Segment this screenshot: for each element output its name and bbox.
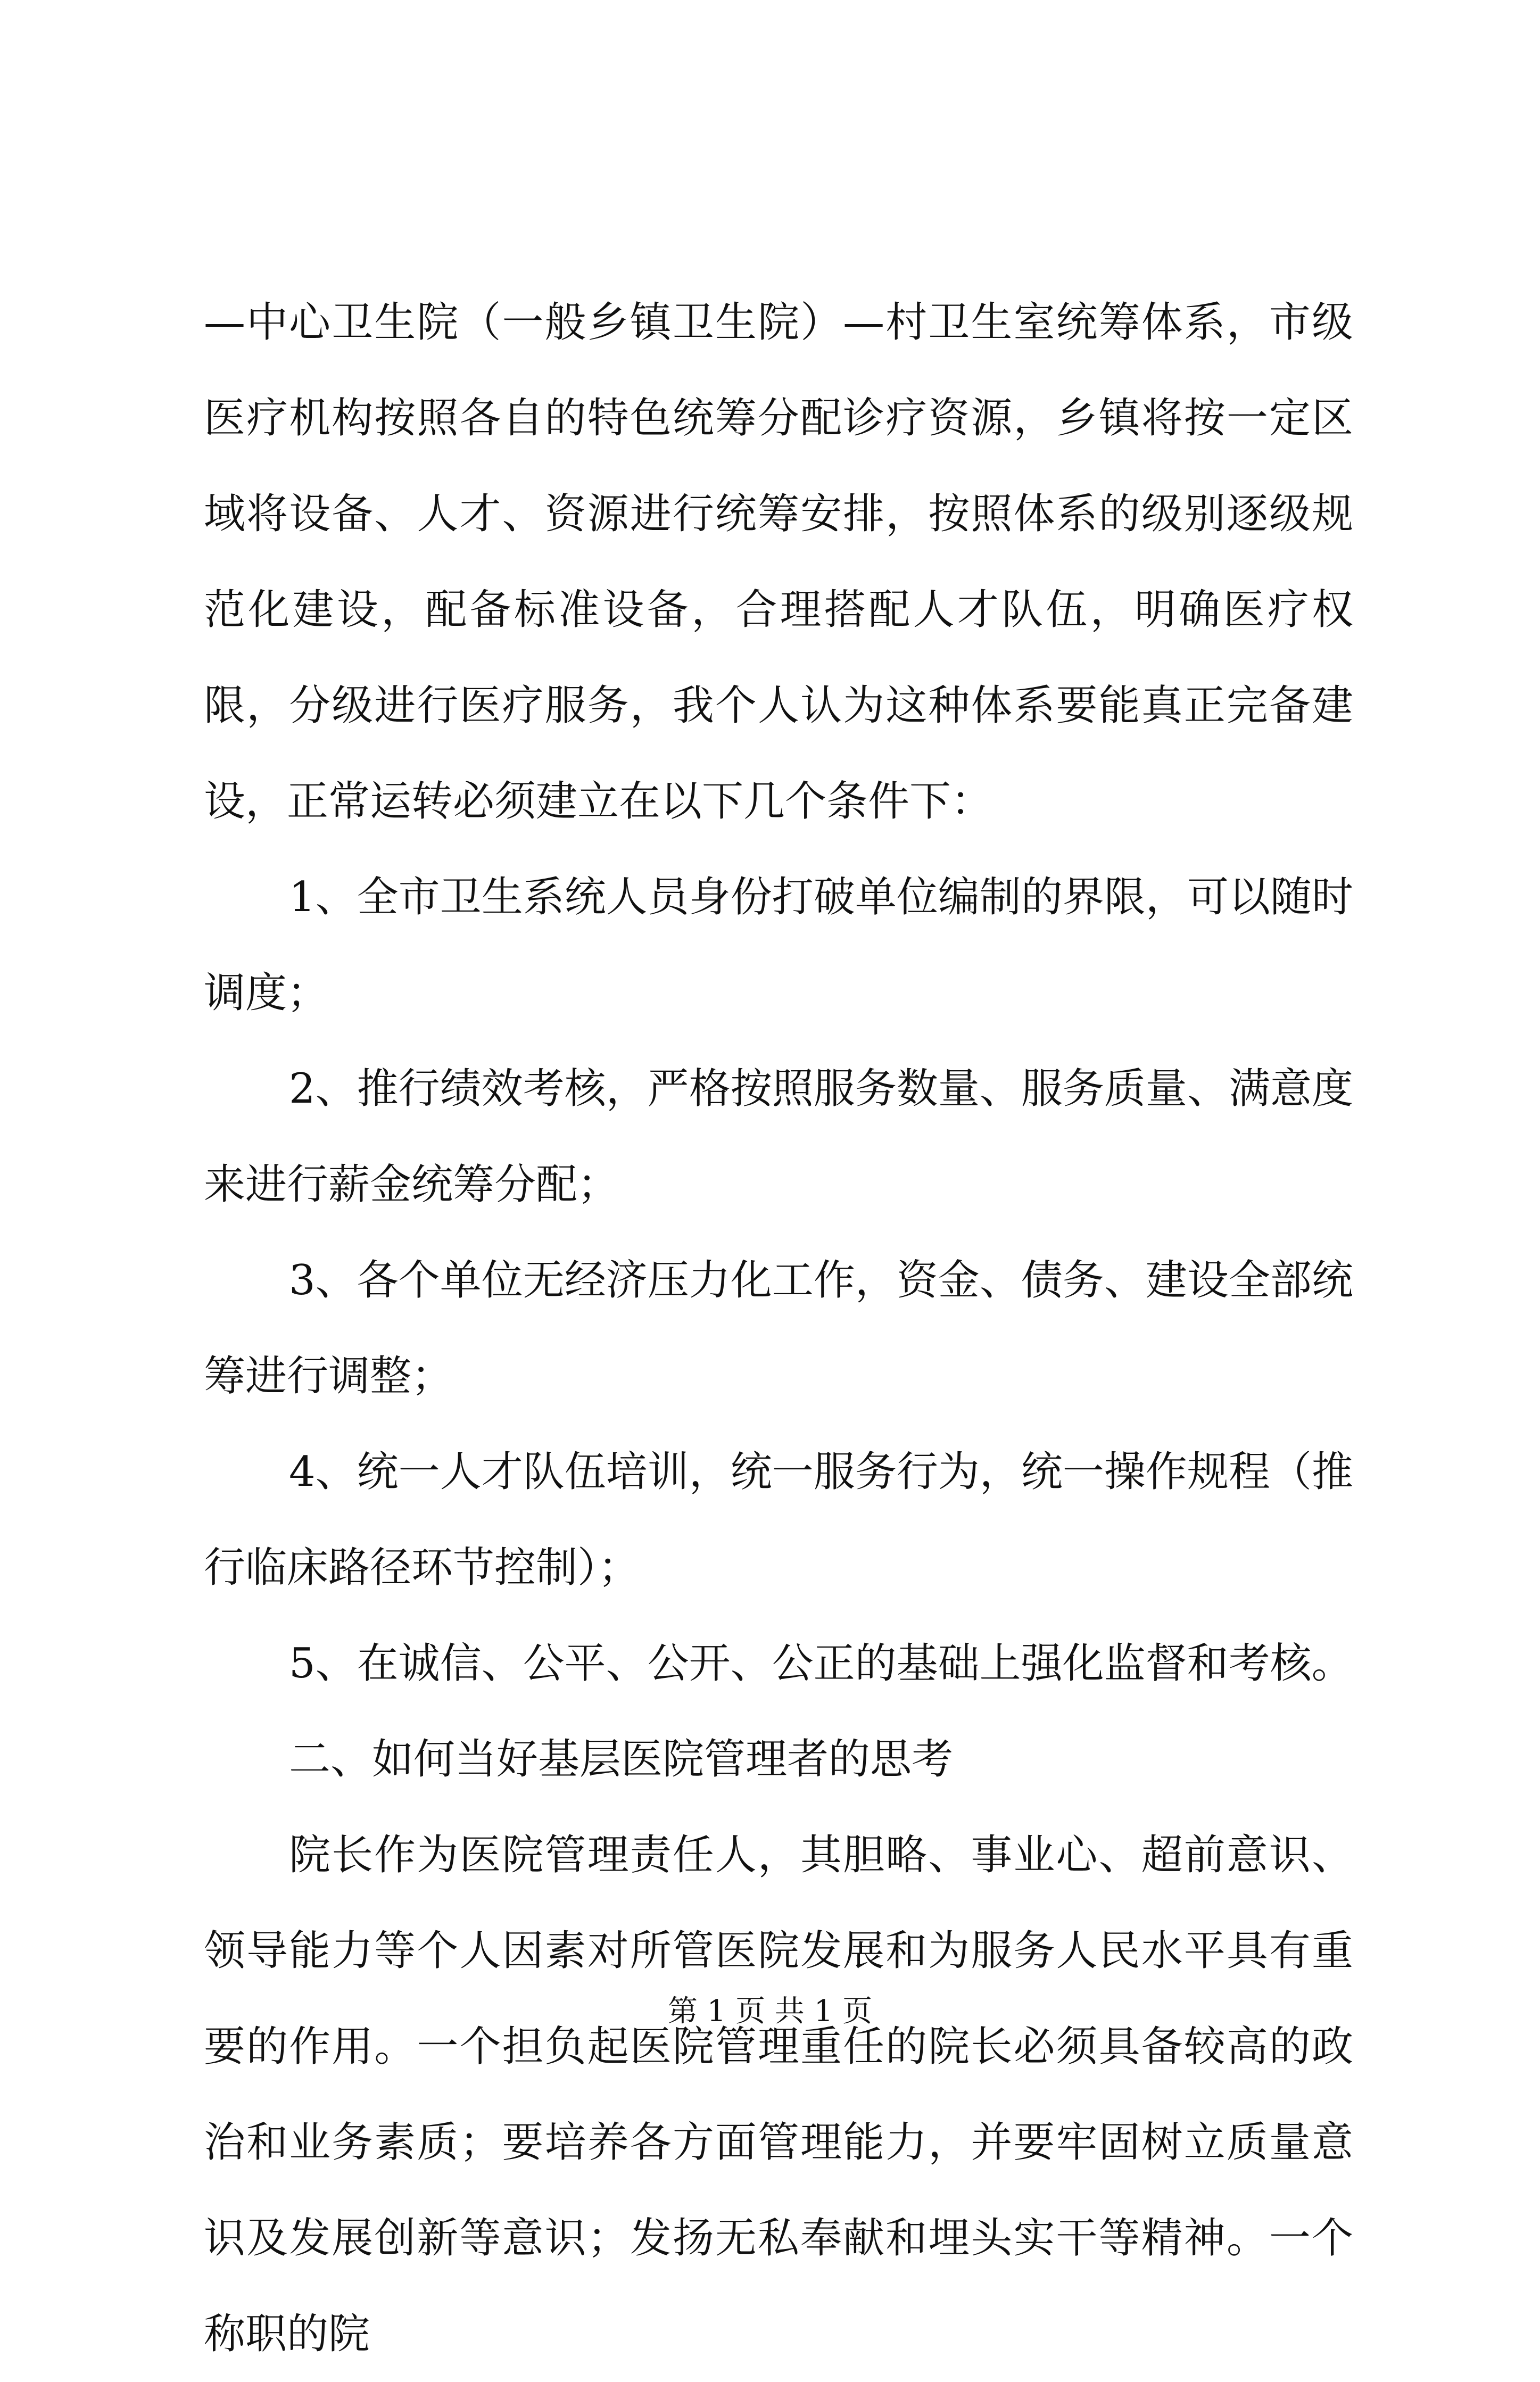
document-body (204, 275, 1353, 2382)
paragraph: 院长作为医院管理责任人，其胆略、事业心、超前意识、领导能力等个人因素对所管医院发展和为服务人民水平具有重要的作用。一个担负起医院管理重任的院长必须具备较高的政治和业务素质；要培养各方面管理能力，并要牢固树立质量意识及发展创新等意识；发扬无私奉献和埋头实干等精神。一个称职的院 (204, 1831, 1353, 2358)
list-item-3: 3、各个单位无经济压力化工作，资金、债务、建设全部统筹进行调整； (204, 1256, 1353, 1400)
section-heading: 二、如何当好基层医院管理者的思考 (289, 1735, 954, 1783)
page-number-label: 第 1 页 共 1 页 (667, 1994, 873, 2029)
list-item-5: 5、在诚信、公平、公开、公正的基础上强化监督和考核。 (289, 1640, 1353, 1688)
list-item-2: 2、推行绩效考核，严格按照服务数量、服务质量、满意度来进行薪金统筹分配； (204, 1065, 1353, 1209)
list-item-4: 4、统一人才队伍培训，统一服务行为，统一操作规程（推行临床路径环节控制）； (204, 1448, 1353, 1592)
page-footer (0, 1990, 1540, 2033)
list-item-1: 1、全市卫生系统人员身份打破单位编制的界限，可以随时调度； (204, 873, 1353, 1017)
paragraph-continuation: —中心卫生院（一般乡镇卫生院）—村卫生室统筹体系，市级医疗机构按照各自的特色统筹分配诊疗资源，乡镇将按一定区域将设备、人才、资源进行统筹安排，按照体系的级别逐级规范化建设，配备标准设备，合理搭配人才队伍，明确医疗权限，分级进行医疗服务，我个人认为这种体系要能真正完备建设，正常运转必须建立在以下几个条件下： (204, 299, 1353, 825)
